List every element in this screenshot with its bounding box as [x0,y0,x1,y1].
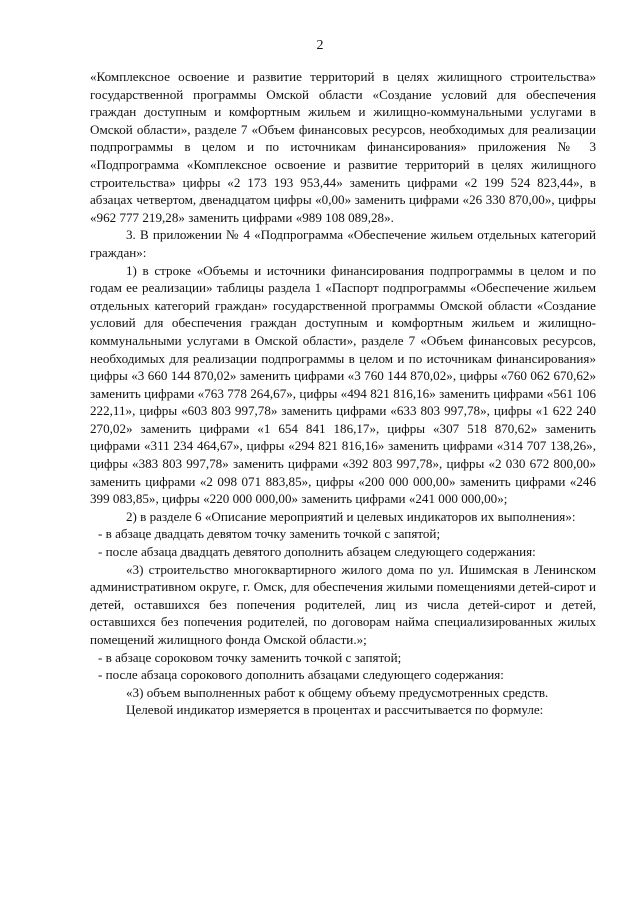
dash-item: - в абзаце двадцать девятом точку заменить точкой с запятой; [98,526,441,542]
document-body [90,68,596,719]
paragraph-subitem-1: 1) в строке «Объемы и источники финансирования подпрограммы в целом и по годам ее реализации» таблицы раздела 1 «Паспорт подпрограммы «Обеспечение жильем отдельных категорий граждан» государственной программы Омской области «Создание условий для обеспечения граждан доступным и комфортным жильем и жилищно-коммунальными услугами в Омской области», разделе 7 «Объем финансовых ресурсов, необходимых для реализации подпрограммы в целом и по источникам финансирования» цифры «3 660 144 870,02» заменить цифрами «3 760 144 870,02», цифры «760 062 670,62» заменить цифрами «763 778 264,67», цифры «494 821 816,16» заменить цифрами «561 106 222,11», цифры «603 803 997,78» заменить цифрами «633 803 997,78», цифры «1 622 240 270,02» заменить цифрами «1 654 841 186,17», цифры «307 518 870,62» заменить цифрами «311 234 464,67», цифры «294 821 816,16» заменить цифрами «314 707 138,26», цифры «383 803 997,78» заменить цифрами «392 803 997,78», цифры «2 030 672 800,00» заменить цифрами «2 098 071 883,85», цифры «200 000 000,00» заменить цифрами «246 399 083,85», цифры «220 000 000,00» заменить цифрами «241 000 000,00»; [90,262,596,507]
paragraph-subitem-2: 2) в разделе 6 «Описание мероприятий и целевых индикаторов их выполнения»: [126,508,576,524]
page-number: 2 [316,38,324,53]
quoted-paragraph: «3) строительство многоквартирного жилого дома по ул. Ишимская в Ленинском административном округе, г. Омск, для обеспечения жилыми помещениями детей-сирот и детей, оставшихся без попечения родителей, лиц из числа детей-сирот и детей, оставшихся без попечения родителей, по договорам найма специализированных жилых помещений жилищного фонда Омской области.»; [90,561,596,647]
paragraph-item-3: 3. В приложении № 4 «Подпрограмма «Обеспечение жильем отдельных категорий граждан»: [90,227,596,260]
paragraph-continuation: «Комплексное освоение и развитие территорий в целях жилищного строительства» государственной программы Омской области «Создание условий для обеспечения граждан доступным и комфортным жильем и жилищно-коммунальными услугами в Омской области», разделе 7 «Объем финансовых ресурсов, необходимых для реализации подпрограммы в целом и по источникам финансирования» приложения № 3 «Подпрограмма «Комплексное освоение и развитие территорий в целях жилищного строительства» цифры «2 173 193 953,44» заменить цифрами «2 199 524 823,44», в абзацах четвертом, двенадцатом цифры «0,00» заменить цифрами «26 330 870,00», цифры «962 777 219,28» заменить цифрами «989 108 089,28». [90,69,596,225]
paragraph: Целевой индикатор измеряется в процентах и рассчитывается по формуле: [126,702,544,718]
dash-item: - после абзаца сорокового дополнить абзацами следующего содержания: [98,667,504,683]
dash-item: - в абзаце сороковом точку заменить точкой с запятой; [98,649,402,665]
dash-item: - после абзаца двадцать девятого дополнить абзацем следующего содержания: [98,544,536,560]
quoted-paragraph: «3) объем выполненных работ к общему объему предусмотренных средств. [126,684,549,700]
